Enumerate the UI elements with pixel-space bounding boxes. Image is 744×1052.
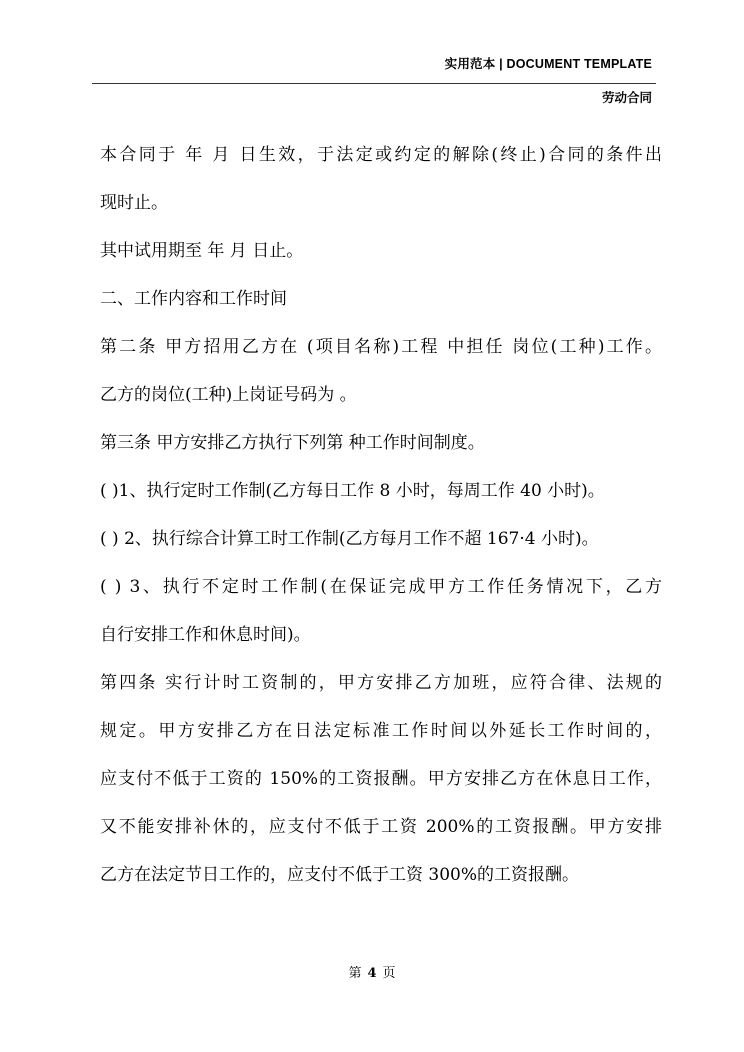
body-line-5: 第二条 甲方招用乙方在 (项目名称)工程 中担任 岗位(工种)工作。 [100, 337, 662, 357]
body-line-6: 乙方的岗位(工种)上岗证号码为 。 [100, 385, 357, 405]
contract-body [100, 136, 662, 904]
body-line-16: 乙方在法定节日工作的，应支付不低于工资 300%的工资报酬。 [100, 865, 580, 885]
section-heading: 二、工作内容和工作时间 [100, 289, 287, 309]
body-line-10: ( ) 3、执行不定时工作制(在保证完成甲方工作任务情况下，乙方 [100, 577, 662, 597]
body-line-15: 又不能安排补休的，应支付不低于工资 200%的工资报酬。甲方安排 [100, 817, 662, 837]
body-line-11: 自行安排工作和休息时间)。 [100, 625, 311, 645]
body-line-12: 第四条 实行计时工资制的，甲方安排乙方加班，应符合律、法规的 [100, 673, 662, 693]
body-line-13: 规定。甲方安排乙方在日法定标准工作时间以外延长工作时间的， [100, 721, 662, 741]
page-footer [0, 962, 744, 981]
page-number: 4 [367, 966, 377, 981]
header-subtitle: 劳动合同 [601, 91, 652, 105]
body-line-8: ( )1、执行定时工作制(乙方每日工作 8 小时，每周工作 40 小时)。 [100, 481, 605, 501]
body-line-7: 第三条 甲方安排乙方执行下列第 种工作时间制度。 [100, 433, 485, 453]
header-title: 实用范本 | DOCUMENT TEMPLATE [444, 57, 652, 71]
body-line-3: 其中试用期至 年 月 日止。 [100, 241, 304, 261]
body-line-14: 应支付不低于工资的 150%的工资报酬。甲方安排乙方在休息日工作， [100, 769, 662, 789]
page-prefix: 第 [348, 966, 362, 981]
body-line-1: 本合同于 年 月 日生效，于法定或约定的解除(终止)合同的条件出 [100, 145, 662, 165]
body-line-2: 现时止。 [100, 193, 168, 213]
body-line-9: ( ) 2、执行综合计算工时工作制(乙方每月工作不超 167·4 小时)。 [100, 529, 599, 549]
page-suffix: 页 [382, 966, 396, 981]
header-divider [92, 83, 656, 84]
